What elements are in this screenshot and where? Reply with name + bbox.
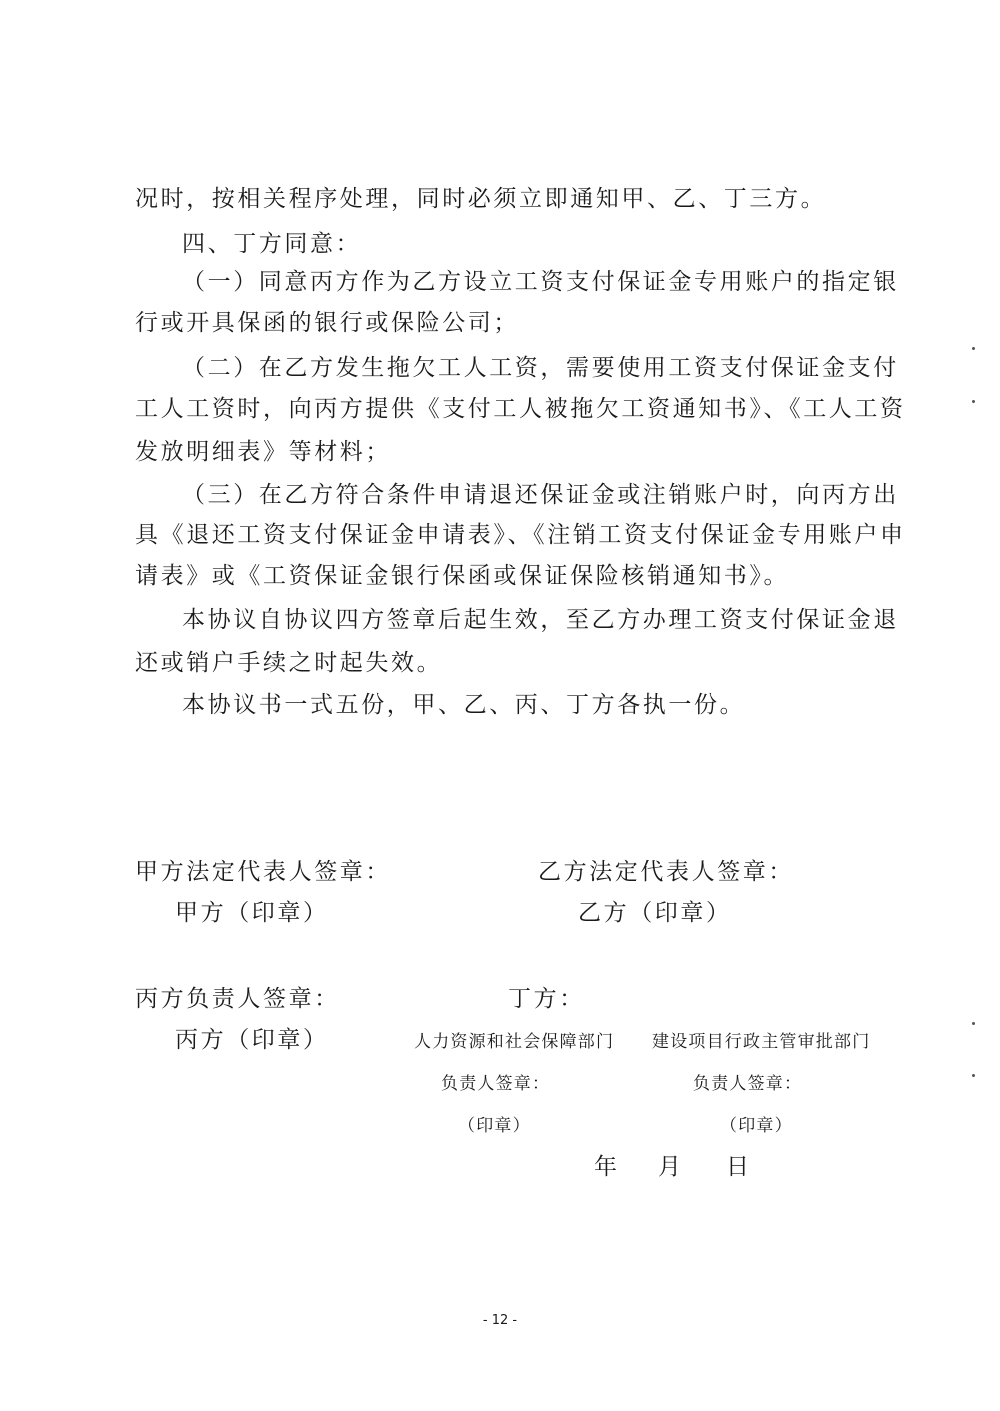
scan-speck bbox=[972, 1074, 975, 1077]
page-number: - 12 - bbox=[482, 1313, 518, 1328]
date-day: 日 bbox=[726, 1154, 752, 1180]
party-b-seal: 乙方（印章） bbox=[578, 900, 732, 926]
body-line-10: 请表》或《工资保证金银行保函或保证保险核销通知书》。 bbox=[135, 563, 790, 589]
party-d-label: 丁方： bbox=[508, 986, 585, 1012]
party-a-seal: 甲方（印章） bbox=[175, 900, 329, 926]
party-c-responsible-signature: 丙方负责人签章： bbox=[135, 986, 340, 1012]
body-line-3: （一）同意丙方作为乙方设立工资支付保证金专用账户的指定银 bbox=[182, 269, 899, 295]
body-line-1: 况时，按相关程序处理，同时必须立即通知甲、乙、丁三方。 bbox=[135, 186, 827, 212]
scan-speck bbox=[972, 347, 975, 350]
hr-department-label: 人力资源和社会保障部门 bbox=[414, 1032, 615, 1052]
body-line-13: 本协议书一式五份，甲、乙、丙、丁方各执一份。 bbox=[182, 692, 746, 718]
party-a-representative-signature: 甲方法定代表人签章： bbox=[135, 859, 391, 885]
scan-speck bbox=[972, 1022, 975, 1025]
body-line-5: （二）在乙方发生拖欠工人工资，需要使用工资支付保证金支付 bbox=[182, 355, 899, 381]
date-year: 年 bbox=[594, 1154, 620, 1180]
hr-seal: （印章） bbox=[458, 1116, 531, 1136]
party-b-representative-signature: 乙方法定代表人签章： bbox=[538, 859, 794, 885]
body-line-7: 发放明细表》等材料； bbox=[135, 439, 391, 465]
body-line-9: 具《退还工资支付保证金申请表》、《注销工资支付保证金专用账户申 bbox=[135, 522, 906, 548]
body-line-11: 本协议自协议四方签章后起生效，至乙方办理工资支付保证金退 bbox=[182, 607, 899, 633]
construction-department-label: 建设项目行政主管审批部门 bbox=[652, 1032, 871, 1052]
hr-responsible-signature: 负责人签章： bbox=[441, 1074, 551, 1094]
party-c-seal: 丙方（印章） bbox=[175, 1027, 329, 1053]
construction-responsible-signature: 负责人签章： bbox=[693, 1074, 803, 1094]
construction-seal: （印章） bbox=[720, 1116, 793, 1136]
body-line-12: 还或销户手续之时起失效。 bbox=[135, 650, 443, 676]
body-line-8: （三）在乙方符合条件申请退还保证金或注销账户时，向丙方出 bbox=[182, 482, 899, 508]
body-line-4: 行或开具保函的银行或保险公司； bbox=[135, 310, 519, 336]
date-month: 月 bbox=[658, 1154, 684, 1180]
scan-speck bbox=[972, 400, 975, 403]
section-heading-four: 四、丁方同意： bbox=[182, 231, 362, 257]
body-line-6: 工人工资时，向丙方提供《支付工人被拖欠工资通知书》、《工人工资 bbox=[135, 396, 906, 422]
